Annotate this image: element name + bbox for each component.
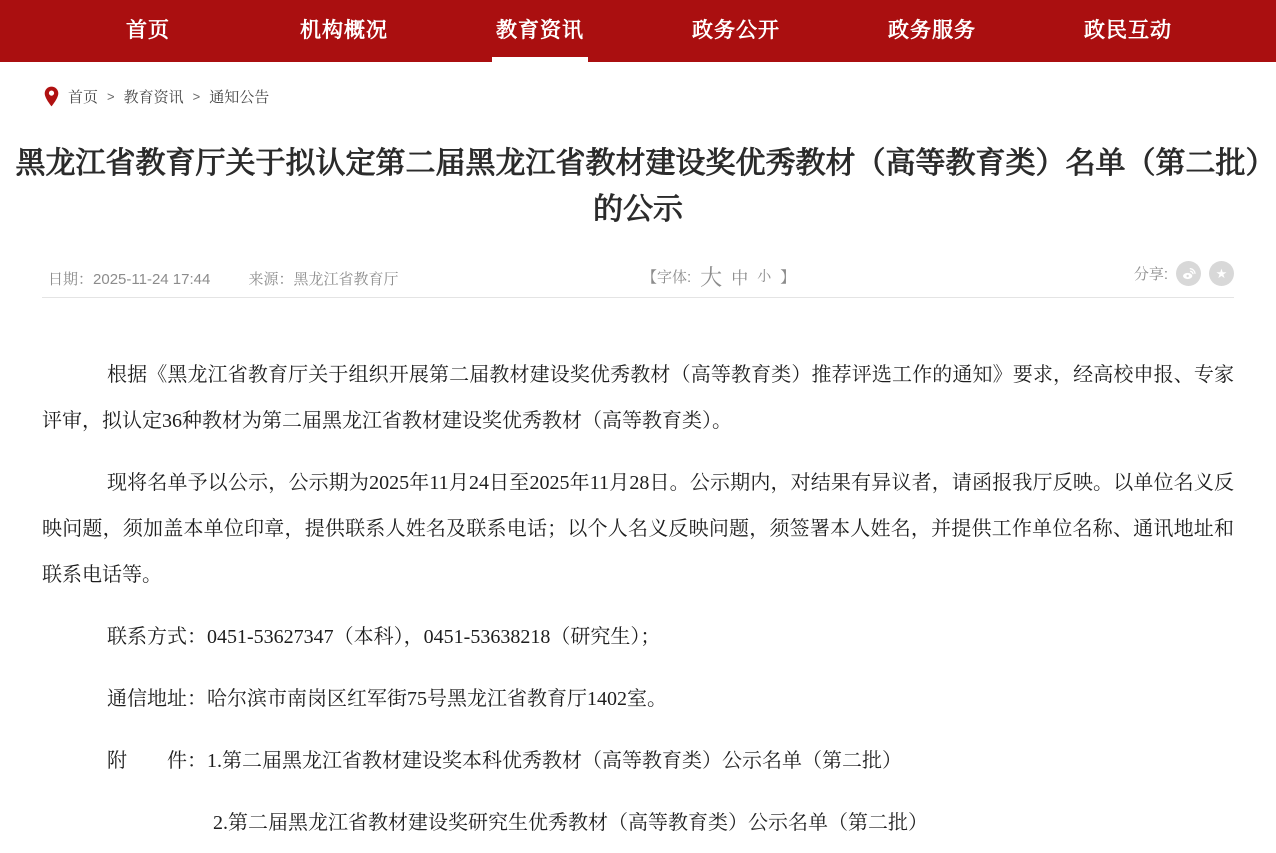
share-group xyxy=(1134,261,1234,286)
article-body xyxy=(42,298,1234,846)
nav-item-public-interaction[interactable]: 政民互动 xyxy=(1084,19,1172,42)
nav-item-gov-services[interactable]: 政务服务 xyxy=(888,19,976,42)
font-size-large-button[interactable]: 大 xyxy=(700,264,723,290)
breadcrumb-education-news[interactable]: 教育资讯 xyxy=(123,89,184,106)
nav-item-home[interactable]: 首页 xyxy=(126,19,170,42)
date-value: 2025-11-24 17:44 xyxy=(93,271,211,288)
attachment-link-2[interactable]: 2.第二届黑龙江省教材建设奖研究生优秀教材（高等教育类）公示名单（第二批） xyxy=(213,812,928,834)
nav-item-gov-disclosure[interactable]: 政务公开 xyxy=(692,19,780,42)
breadcrumb-separator: > xyxy=(107,89,115,104)
paragraph-publicity-period: 现将名单予以公示，公示期为2025年11月24日至2025年11月28日。公示期内，对结果有异议者，请函报我厅反映。以单位名义反映问题，须加盖本单位印章，提供联系人姓名及联系电话；以个人名义反映问题，须签署本人姓名，并提供工作单位名称、通讯地址和联系电话等。 xyxy=(42,472,1234,586)
main-navigation xyxy=(0,0,1276,62)
breadcrumb xyxy=(44,86,1276,107)
breadcrumb-notices[interactable]: 通知公告 xyxy=(209,89,270,106)
attachment-link-1[interactable]: 附 件：1.第二届黑龙江省教材建设奖本科优秀教材（高等教育类）公示名单（第二批） xyxy=(107,750,902,772)
paragraph-contact-phone: 联系方式：0451-53627347（本科），0451-53638218（研究生）； xyxy=(107,626,661,648)
meta-left-group xyxy=(48,268,399,289)
nav-item-organization[interactable]: 机构概况 xyxy=(300,19,388,42)
article-meta-bar xyxy=(42,259,1234,293)
date-label: 日期： xyxy=(48,271,94,288)
location-pin-icon xyxy=(44,86,59,107)
source-label: 来源： xyxy=(248,271,294,288)
weibo-share-icon[interactable] xyxy=(1176,261,1201,286)
qzone-star-share-icon[interactable]: ★ xyxy=(1209,261,1234,286)
nav-item-education-news[interactable]: 教育资讯 xyxy=(442,0,638,62)
paragraph-mailing-address: 通信地址：哈尔滨市南岗区红军街75号黑龙江省教育厅1402室。 xyxy=(107,688,667,710)
font-bracket-open: 【字体: xyxy=(642,268,692,286)
share-label: 分享: xyxy=(1133,266,1168,283)
font-size-medium-button[interactable]: 中 xyxy=(731,268,749,288)
page-title: 黑龙江省教育厅关于拟认定第二届黑龙江省教材建设奖优秀教材（高等教育类）名单（第二批）的公示 xyxy=(15,147,1261,226)
paragraph-basis: 根据《黑龙江省教育厅关于组织开展第二届教材建设奖优秀教材（高等教育类）推荐评选工作的通知》要求，经高校申报、专家评审，拟认定36种教材为第二届黑龙江省教材建设奖优秀教材（高等教育类）。 xyxy=(42,364,1234,432)
source-value: 黑龙江省教育厅 xyxy=(293,271,399,288)
breadcrumb-separator: > xyxy=(192,89,201,104)
font-size-small-button[interactable]: 小 xyxy=(757,268,772,284)
breadcrumb-home[interactable]: 首页 xyxy=(68,89,99,106)
font-bracket-close: 】 xyxy=(780,268,796,286)
font-size-control xyxy=(642,259,795,293)
